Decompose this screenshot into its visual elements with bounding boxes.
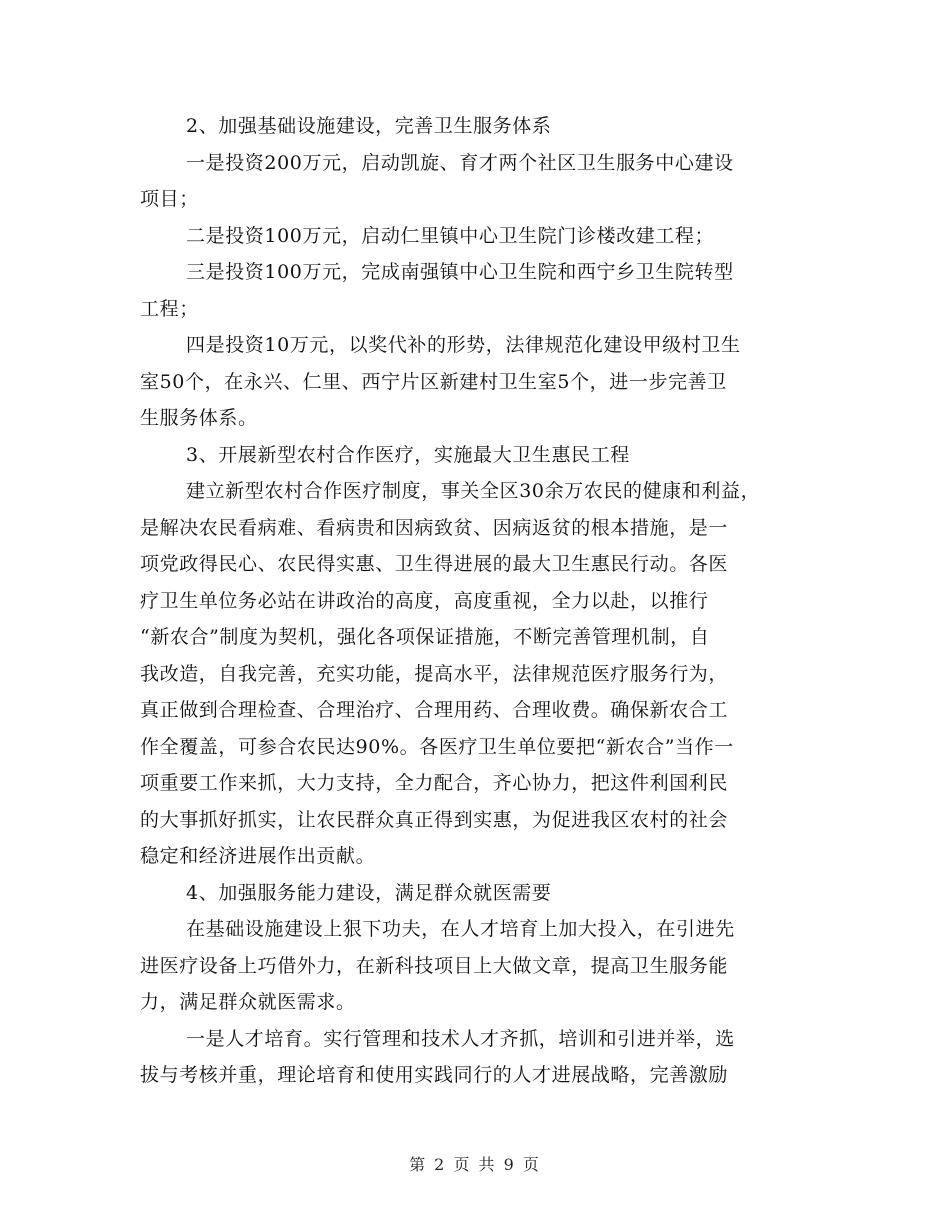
text-line: 作全覆盖，可参合农民达90%。各医疗卫生单位要把“新农合”当作一 [140, 735, 734, 758]
text-line: 在基础设施建设上狠下功夫，在人才培育上加大投入，在引进先 [186, 918, 735, 940]
text-line: 是解决农民看病难、看病贵和因病致贫、因病返贫的根本措施，是一 [140, 516, 729, 539]
text-line: 项目； [140, 188, 199, 210]
text-line: 的大事抓好抓实，让农民群众真正得到实惠，为促进我区农村的社会 [140, 808, 729, 831]
text-line: 项重要工作来抓，大力支持，全力配合，齐心协力，把这件利国利民 [140, 772, 729, 794]
text-line: 生服务体系。 [140, 407, 258, 429]
text-line: 力，满足群众就医需求。 [140, 991, 356, 1013]
text-line: 我改造，自我完善，充实功能，提高水平，法律规范医疗服务行为， [140, 662, 729, 685]
document-body [140, 108, 800, 1094]
text-line: 2、加强基础设施建设，完善卫生服务体系 [186, 115, 552, 137]
text-line: 二是投资100万元，启动仁里镇中心卫生院门诊楼改建工程； [186, 224, 715, 247]
text-line: 稳定和经济进展作出贡献。 [140, 845, 376, 867]
text-line: 三是投资100万元，完成南强镇中心卫生院和西宁乡卫生院转型 [186, 261, 734, 283]
text-line: 4、加强服务能力建设，满足群众就医需要 [186, 881, 552, 904]
text-line: 一是人才培育。实行管理和技术人才齐抓，培训和引进并举，选 [186, 1027, 735, 1050]
text-line: 进医疗设备上巧借外力，在新科技项目上大做文章，提高卫生服务能 [140, 954, 729, 977]
text-line: 室50个，在永兴、仁里、西宁片区新建村卫生室5个，进一步完善卫 [140, 370, 727, 393]
text-line: 3、开展新型农村合作医疗，实施最大卫生惠民工程 [186, 443, 630, 466]
text-line: 工程； [140, 297, 199, 320]
text-line: 项党政得民心、农民得实惠、卫生得进展的最大卫生惠民行动。各医 [140, 553, 729, 575]
text-line: “新农合”制度为契机，强化各项保证措施，不断完善管理机制，自 [140, 626, 710, 648]
page-footer: 第 2 页 共 9 页 [409, 1155, 541, 1174]
text-line: 疗卫生单位务必站在讲政治的高度，高度重视，全力以赴，以推行 [140, 589, 709, 612]
text-line: 建立新型农村合作医疗制度，事关全区30余万农民的健康和利益， [186, 480, 761, 502]
text-line: 真正做到合理检查、合理治疗、合理用药、合理收费。确保新农合工 [140, 699, 729, 721]
text-line: 拔与考核并重，理论培育和使用实践同行的人才进展战略，完善激励 [140, 1064, 729, 1086]
text-line: 一是投资200万元，启动凯旋、育才两个社区卫生服务中心建设 [186, 151, 734, 174]
text-line: 四是投资10万元，以奖代补的形势，法律规范化建设甲级村卫生 [186, 334, 741, 356]
